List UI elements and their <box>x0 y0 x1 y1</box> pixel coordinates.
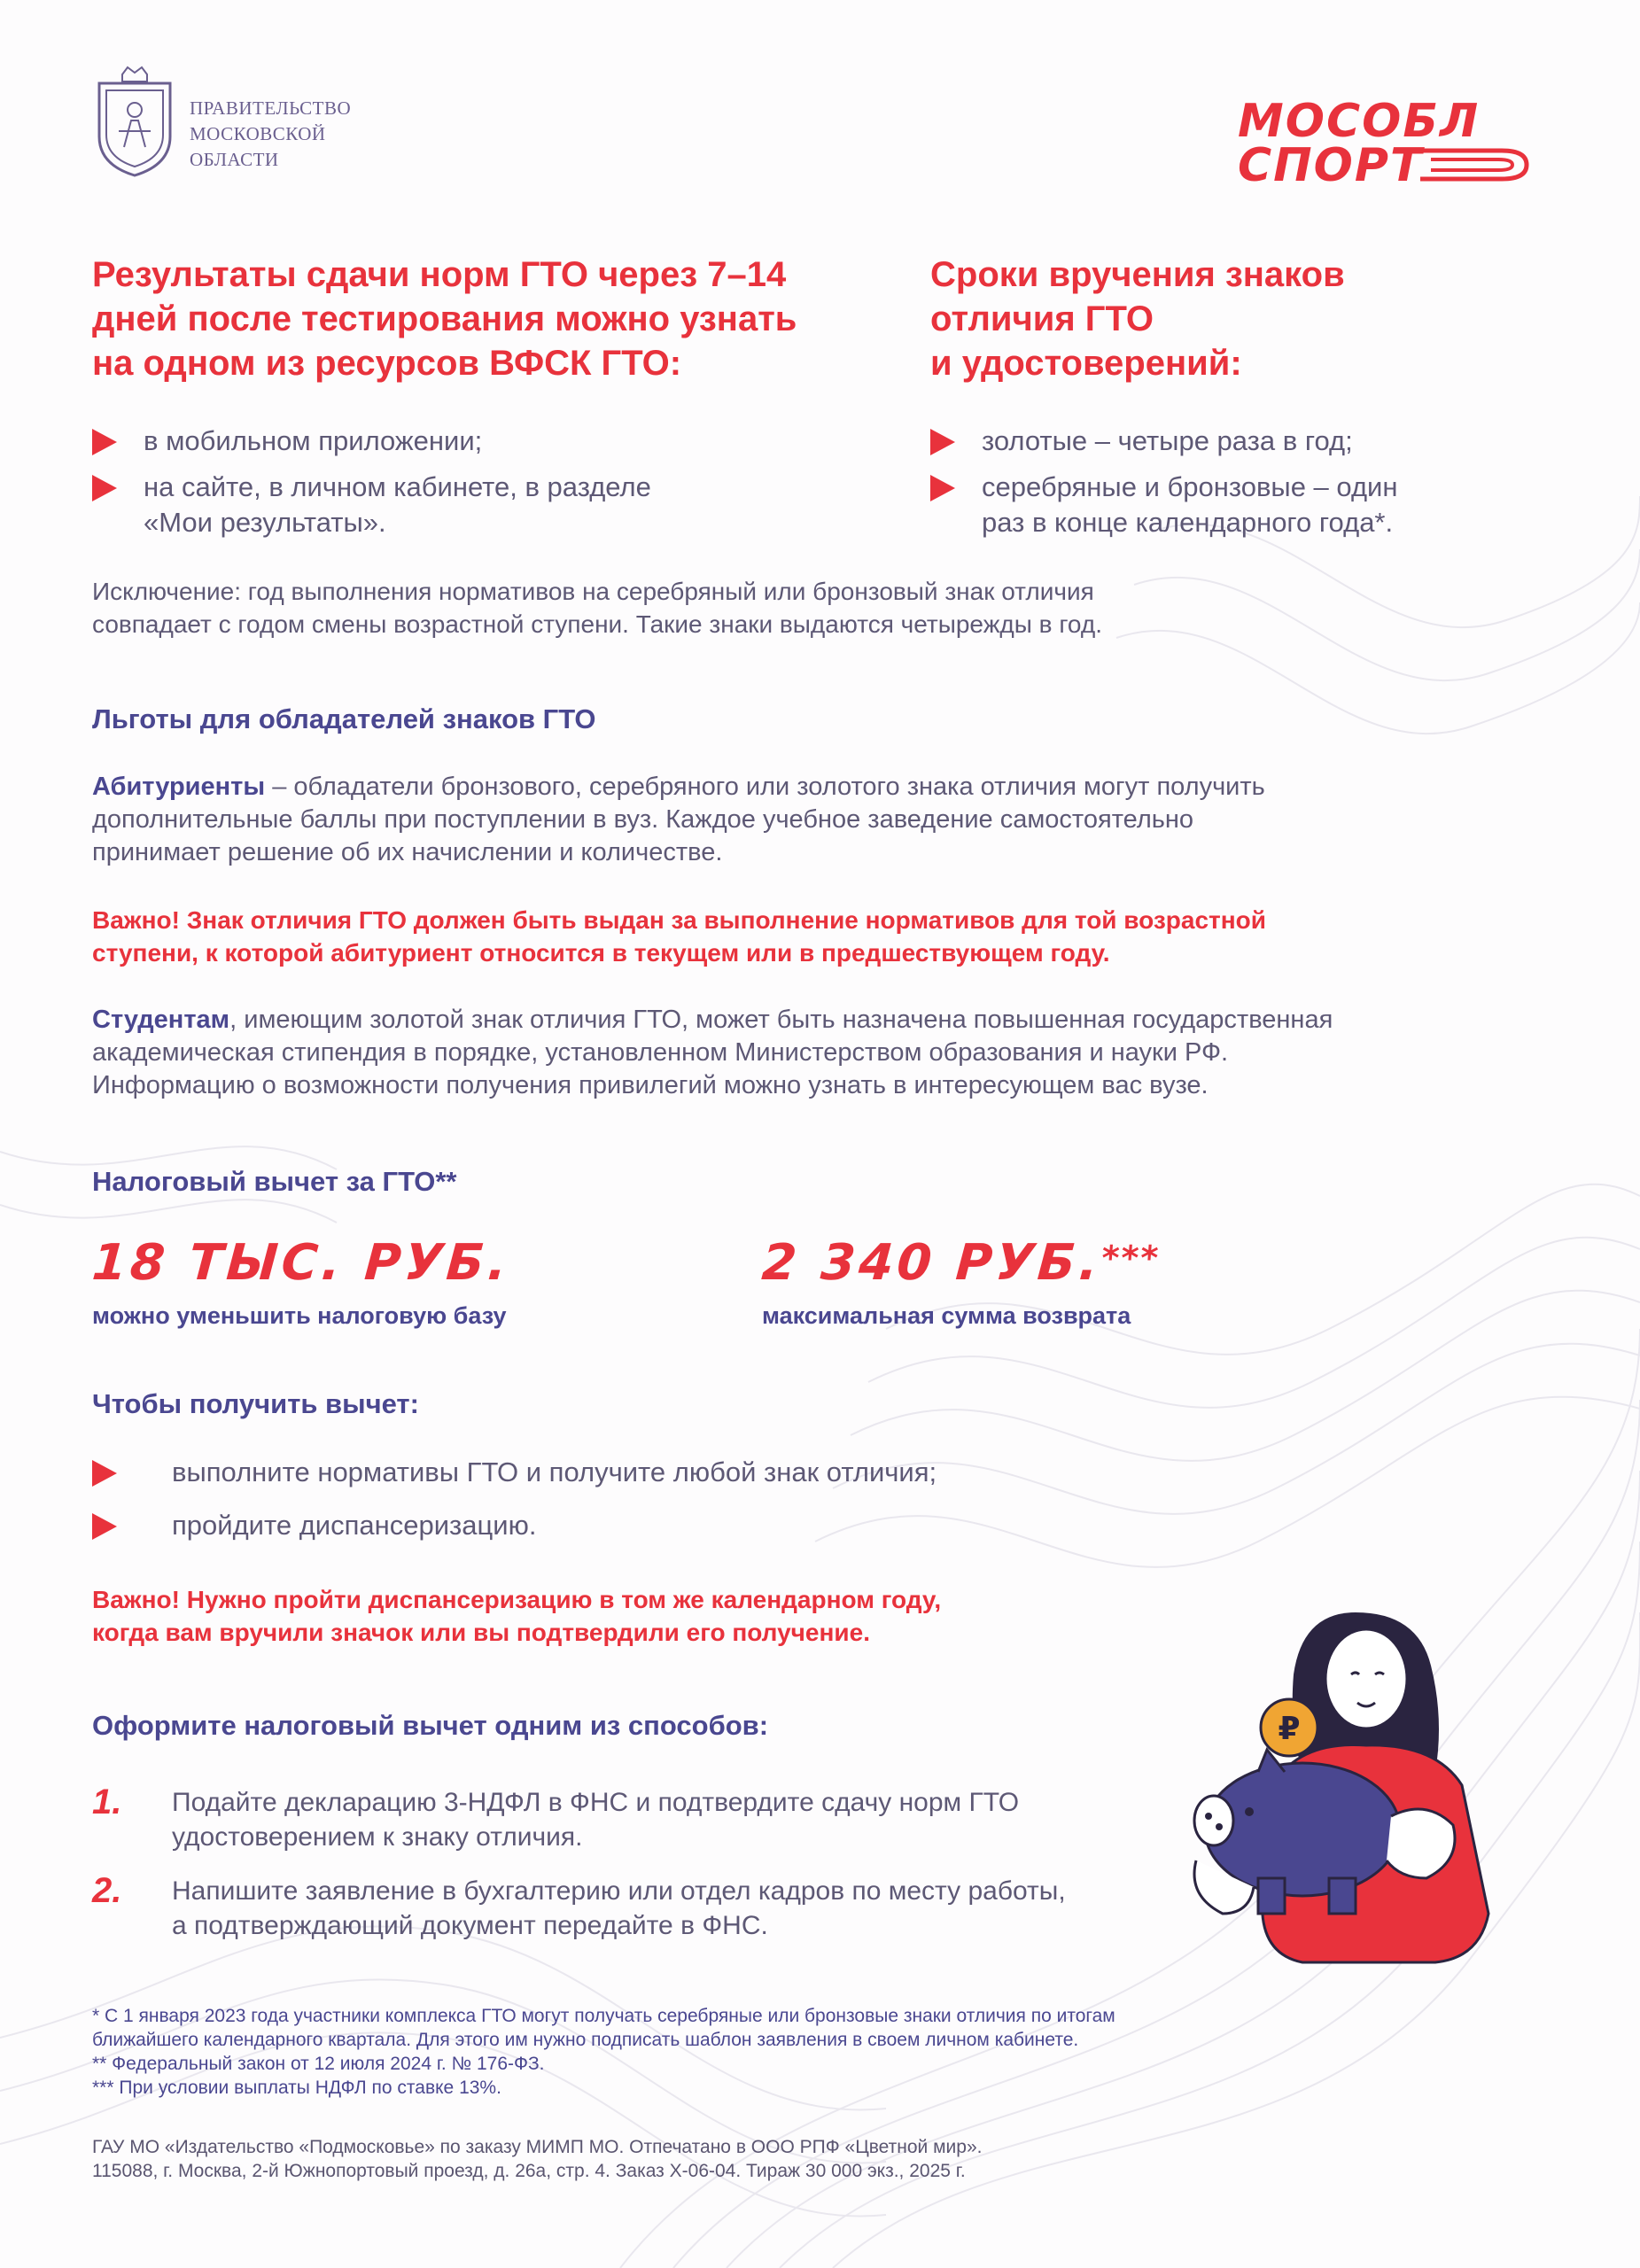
tax-base-caption: можно уменьшить налоговую базу <box>92 1302 507 1329</box>
list-item: в мобильном приложении; <box>92 423 854 459</box>
triangle-bullet-icon <box>930 475 955 501</box>
mosoblsport-logo <box>1236 92 1555 190</box>
applicants-important-note: Важно! Знак отличия ГТО должен быть выдан за выполнение нормативов для той возрастной ступени, к которой абитуриент относится в текущем или в предшествующем году. <box>92 906 1266 967</box>
triangle-bullet-icon <box>92 429 117 455</box>
students-paragraph: Студентам, имеющим золотой знак отличия ГТО, может быть назначена повышенная государственная академическая стипендия в порядке, установленном Министерством образования и науки РФ. Информацию о возможности получения привилегий можно узнать в интересующем вас вузе. <box>92 1006 1333 1099</box>
list-item: выполните нормативы ГТО и получите любой знак отличия; <box>92 1455 1155 1490</box>
exception-note: Исключение: год выполнения нормативов на серебряный или бронзовый знак отличия совпадает с годом смены возрастной ступени. Такие знаки выдаются четырежды в год. <box>92 578 1102 638</box>
methods-heading: Оформите налоговый вычет одним из способов: <box>92 1710 769 1741</box>
list-item: 2. Напишите заявление в бухгалтерию или отдел кадров по месту работы, а подтверждающий документ передайте в ФНС. <box>92 1871 1066 1940</box>
coat-of-arms-icon <box>92 66 177 179</box>
triangle-bullet-icon <box>92 1513 117 1540</box>
footnotes: * С 1 января 2023 года участники комплекса ГТО могут получать серебряные или бронзовые знаки отличия по итогам ближайшего календарного квартала. Для этого им нужно подписать шаблон заявления в своем личном кабинете. ** Федеральный закон от 12 июля 2024 г. № 176-ФЗ. *** При условии выплаты НДФЛ по ставке 13%. <box>92 2006 1115 2098</box>
results-heading: Результаты сдачи норм ГТО через 7–14 дней после тестирования можно узнать на одном из ресурсов ВФСК ГТО: <box>92 255 797 383</box>
benefits-heading: Льготы для обладателей знаков ГТО <box>92 703 596 734</box>
tax-refund-caption: максимальная сумма возврата <box>762 1302 1131 1329</box>
brand-logo-line1: МОСОБЛ <box>1238 95 1481 148</box>
deduction-important-note: Важно! Нужно пройти диспансеризацию в том же календарном году, когда вам вручили значок или вы подтвердили его получение. <box>92 1586 942 1646</box>
government-name: ПРАВИТЕЛЬСТВО МОСКОВСКОЙ ОБЛАСТИ <box>190 97 352 170</box>
tax-refund-footnote-mark: *** <box>1100 1239 1162 1278</box>
terms-list <box>930 423 1568 551</box>
woman-piggy-bank-illustration <box>1170 1595 1542 1967</box>
ruble-coin-icon: ₽ <box>1278 1711 1301 1747</box>
tax-base-amount: 18 ТЫС. РУБ. <box>89 1234 513 1292</box>
brand-logo-line2: СПОРТ <box>1238 139 1424 190</box>
terms-heading: Сроки вручения знаков отличия ГТО и удостоверений: <box>930 255 1345 383</box>
step-number: 1. <box>92 1783 122 1821</box>
deduction-heading: Чтобы получить вычет: <box>92 1388 419 1419</box>
print-imprint: ГАУ МО «Издательство «Подмосковье» по заказу МИМП МО. Отпечатано в ООО РПФ «Цветной мир». 115088, г. Москва, 2-й Южнопортовый проезд, д. 26а, стр. 4. Заказ Х-06-04. Тираж 30 000 экз., 2025 г. <box>92 2137 983 2181</box>
methods-list <box>92 1785 1155 1962</box>
step-number: 2. <box>92 1871 122 1910</box>
triangle-bullet-icon <box>930 429 955 455</box>
triangle-bullet-icon <box>92 1460 117 1487</box>
students-label: Студентам <box>92 1006 230 1034</box>
applicants-paragraph: Абитуриенты – обладатели бронзового, серебряного или золотого знака отличия могут получить дополнительные баллы при поступлении в вуз. Каждое учебное заведение самостоятельно принимает решение об их начислении и количестве. <box>92 773 1265 866</box>
list-item: пройдите диспансеризацию. <box>92 1508 1155 1543</box>
list-item: 1. Подайте декларацию 3-НДФЛ в ФНС и подтвердите сдачу норм ГТО удостоверением к знаку отличия. <box>92 1783 1020 1852</box>
list-item: на сайте, в личном кабинете, в разделе «Мои результаты». <box>92 470 854 540</box>
list-item: серебряные и бронзовые – один раз в конце календарного года*. <box>930 470 1568 540</box>
applicants-label: Абитуриенты <box>92 773 266 801</box>
list-item: золотые – четыре раза в год; <box>930 423 1568 459</box>
triangle-bullet-icon <box>92 475 117 501</box>
deduction-list <box>92 1455 1155 1554</box>
tax-refund-amount: 2 340 РУБ.*** <box>759 1234 1162 1292</box>
results-list <box>92 423 854 551</box>
tax-heading: Налоговый вычет за ГТО** <box>92 1166 457 1197</box>
